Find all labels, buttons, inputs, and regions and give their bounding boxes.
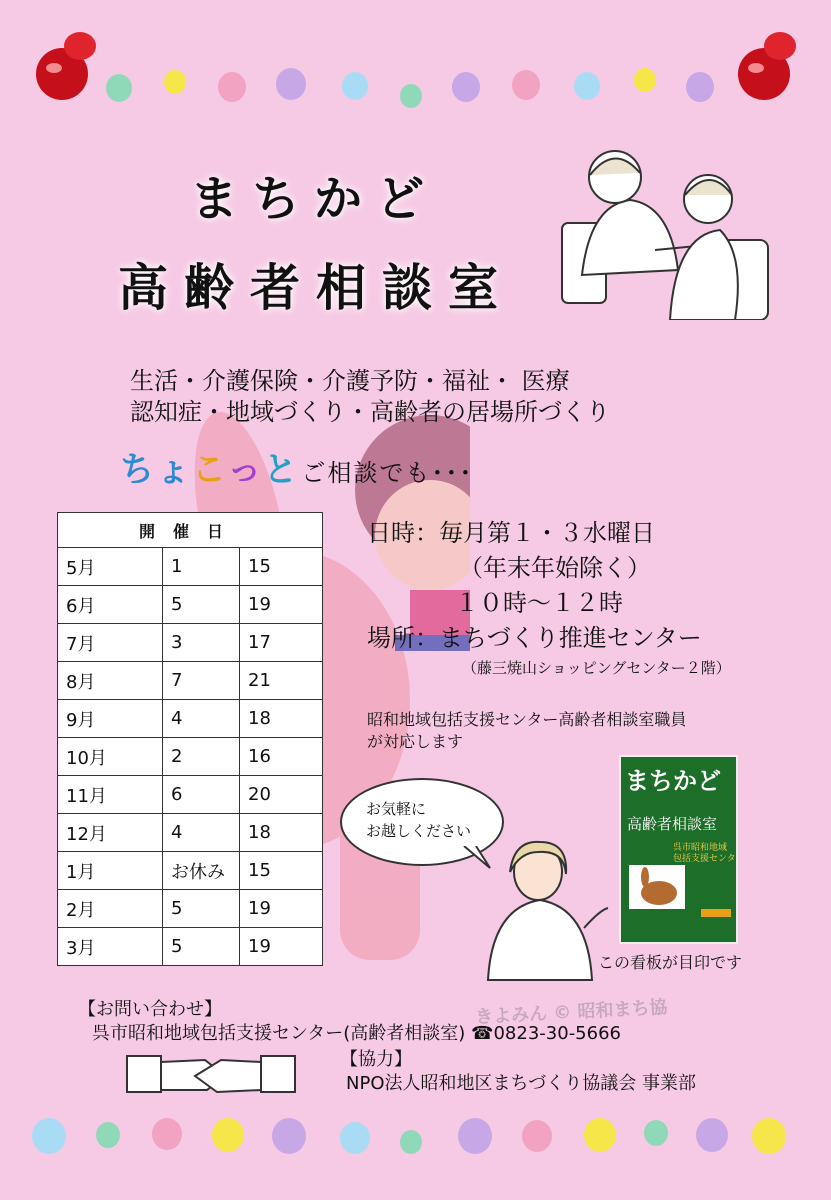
signboard-title: まちかど <box>625 767 721 795</box>
tagline-char: ょ <box>156 450 192 490</box>
schedule-day1: 4 <box>163 700 240 738</box>
staff-woman-illustration <box>480 838 615 983</box>
title-line1: まちかど <box>190 171 439 227</box>
schedule-row <box>58 776 323 814</box>
schedule-month: 11月 <box>58 776 163 814</box>
schedule-day1: 2 <box>163 738 240 776</box>
schedule-row <box>58 928 323 966</box>
signboard-rabbit-icon <box>627 863 687 911</box>
schedule-day2: 20 <box>240 776 323 814</box>
staff-note <box>367 709 686 753</box>
schedule-row <box>58 586 323 624</box>
schedule-row <box>58 852 323 890</box>
schedule-day2: 19 <box>240 586 323 624</box>
watermark: きよみん © 昭和まち協 <box>474 996 669 1029</box>
schedule-day2: 19 <box>240 890 323 928</box>
place-text: 場所：まちづくり推進センター <box>367 624 702 652</box>
schedule-row <box>58 624 323 662</box>
schedule-day1: 1 <box>163 548 240 586</box>
schedule-month: 3月 <box>58 928 163 966</box>
schedule-day1: 5 <box>163 586 240 624</box>
schedule-month: 7月 <box>58 624 163 662</box>
consultation-illustration <box>560 145 775 320</box>
time-text: １０時～１２時 <box>455 589 623 617</box>
schedule-row <box>58 738 323 776</box>
schedule-month: 9月 <box>58 700 163 738</box>
schedule-day1: お休み <box>163 852 240 890</box>
contact-phone: ☎0823-30-5666 <box>471 1023 621 1044</box>
tagline-char: っ <box>227 450 264 490</box>
cooperation-heading: 【協力】 <box>340 1049 412 1070</box>
pushpin-icon <box>720 22 810 112</box>
exception-text: （年末年始除く） <box>459 554 651 582</box>
tagline-char: こ <box>192 450 228 490</box>
place-detail: （藤三焼山ショッピングセンター２階） <box>462 659 731 677</box>
schedule-day2: 15 <box>240 548 323 586</box>
topics-line1: 生活・介護保険・介護予防・福祉・ 医療 <box>130 367 570 395</box>
contact-org: 呉市昭和地域包括支援センター(高齢者相談室) <box>92 1023 466 1044</box>
signboard-small2: 包括支援センタ <box>673 854 736 864</box>
schedule-month: 10月 <box>58 738 163 776</box>
topics-line2: 認知症・地域づくり・高齢者の居場所づくり <box>130 398 610 426</box>
contact-line <box>78 1022 621 1046</box>
tagline-char: と <box>263 450 300 490</box>
schedule-month: 6月 <box>58 586 163 624</box>
schedule-row <box>58 548 323 586</box>
contact-heading: 【お問い合わせ】 <box>78 999 222 1020</box>
schedule-table <box>57 512 323 966</box>
signboard-small1: 呉市昭和地域 <box>673 843 728 853</box>
bubble-line1: お気軽に <box>366 800 427 818</box>
schedule-day1: 4 <box>163 814 240 852</box>
contact-block <box>78 998 621 1046</box>
schedule-month: 12月 <box>58 814 163 852</box>
tagline <box>120 442 473 491</box>
schedule-day1: 3 <box>163 624 240 662</box>
schedule-day2: 18 <box>240 700 323 738</box>
schedule-day1: 5 <box>163 928 240 966</box>
event-info <box>367 516 702 656</box>
title-line2: 高齢者相談室 <box>118 259 514 317</box>
schedule-month: 5月 <box>58 548 163 586</box>
sign-caption: この看板が目印です <box>598 953 743 972</box>
tagline-colored-text <box>120 450 299 490</box>
datetime-text: 日時：毎月第１・３水曜日 <box>367 519 655 547</box>
schedule-day2: 18 <box>240 814 323 852</box>
cooperation-org: NPO法人昭和地区まちづくり協議会 事業部 <box>346 1073 697 1094</box>
tagline-rest: ご相談でも･･･ <box>301 459 474 487</box>
staff-note-line2: が対応します <box>367 732 464 751</box>
signboard-base <box>701 909 731 917</box>
schedule-day2: 21 <box>240 662 323 700</box>
schedule-month: 8月 <box>58 662 163 700</box>
signboard-subtitle: 高齢者相談室 <box>627 815 718 833</box>
tagline-char: ち <box>120 450 156 490</box>
schedule-day2: 17 <box>240 624 323 662</box>
schedule-header: 開催日 <box>58 513 323 548</box>
bubble-line2: お越しください <box>366 822 472 840</box>
schedule-month: 2月 <box>58 890 163 928</box>
schedule-day1: 7 <box>163 662 240 700</box>
schedule-row <box>58 700 323 738</box>
schedule-day2: 16 <box>240 738 323 776</box>
handshake-icon <box>125 1050 297 1100</box>
schedule-row <box>58 662 323 700</box>
pushpin-icon <box>22 22 112 112</box>
schedule-row <box>58 890 323 928</box>
schedule-day2: 15 <box>240 852 323 890</box>
schedule-day1: 5 <box>163 890 240 928</box>
cooperation-block <box>340 1048 696 1096</box>
staff-note-line1: 昭和地域包括支援センター高齢者相談室職員 <box>367 710 687 729</box>
schedule-month: 1月 <box>58 852 163 890</box>
schedule-row <box>58 814 323 852</box>
topics-list <box>130 366 610 428</box>
schedule-day2: 19 <box>240 928 323 966</box>
signboard-image <box>619 755 738 944</box>
schedule-day1: 6 <box>163 776 240 814</box>
